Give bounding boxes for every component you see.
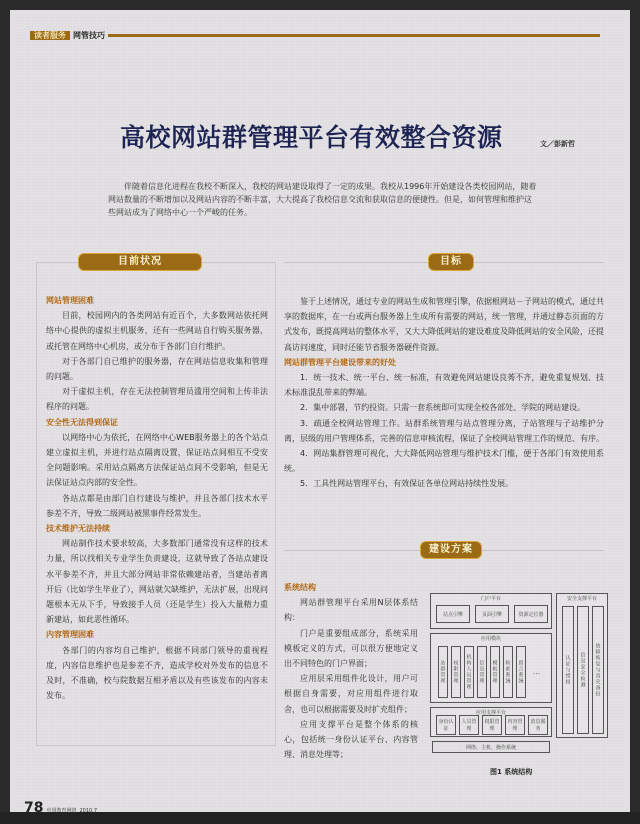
subheading: 技术维护无法持续 <box>46 524 110 534</box>
portal-item: 页面引擎 <box>475 605 509 623</box>
subheading: 网站群管理平台建设带来的好处 <box>284 357 396 367</box>
paragraph: 目前，校园网内的各类网站有近百个，大多数网站依托网络中心提供的虚拟主机服务，还有一些网站自行购买服务器，或托管在网络中心机房，或分布于各部门自行维护。 <box>46 311 268 351</box>
app-item: 留言系统 <box>516 646 526 698</box>
paragraph: 4．网站集群管理可视化，大大降低网站管理与维护技术门槛，便于各部门有效使用系统。 <box>284 449 604 474</box>
subheading: 系统结构 <box>284 583 316 592</box>
support-item: 身份认证 <box>436 715 456 735</box>
app-item: 模板管理 <box>490 646 500 698</box>
heading-goal: 目标 <box>428 253 474 271</box>
more-indicator: … <box>533 668 540 676</box>
page-number: 78 <box>24 800 44 816</box>
support-label: 应用支撑平台 <box>475 710 506 716</box>
paragraph: 1．统一技术、统一平台、统一标准，有效避免网站建设良莠不齐，避免重复规划、技术标准混乱带来的弊端。 <box>284 373 604 398</box>
paragraph: 网站制作技术要求较高，大多数部门通常没有这样的技术力量，所以找相关专业学生负责建设，这就导致了各站点建设水平参差不齐，并且大部分网站非常依赖建站者，当建站者离开后（比如学生毕业了），网站就欠缺维护，无法扩展，出现问题根本无从下手，导致接手人员（还是学生）投入大量精力重新建站，如此恶性循环。 <box>46 539 268 625</box>
subheading: 内容管理困难 <box>46 630 94 640</box>
security-item: 信息安全检测 <box>577 606 589 734</box>
paragraph: 5．工具性网站管理平台，有效保证各单位网站持续性发展。 <box>300 479 514 489</box>
paragraph: 应用支撑平台是整个体系的核心，包括统一身份认证平台、内容管理、消息处理等； <box>284 719 418 760</box>
security-label: 安全支撑平台 <box>566 596 597 602</box>
support-item: 权限管理 <box>482 715 502 735</box>
paragraph: 各站点都是由部门自行建设与维护，并且各部门技术水平参差不齐，导致二级网站被黑事件经常发生。 <box>46 493 268 518</box>
subheading: 网站管理困难 <box>46 296 94 305</box>
goal-text <box>284 294 604 492</box>
apps-label: 应用模块 <box>480 636 501 642</box>
current-status-text <box>46 293 268 703</box>
article-intro: 伴随着信息化进程在我校不断深入，我校的网站建设取得了一定的成果。我校从1996年开始建设各类校园网站，随着网站数量的不断增加以及网站内容的不断丰富，大大提高了我校信息交流和获取信息的便捷性。但是，如何管理和维护这些网站成为了网络中心一个严峻的任务。 <box>108 182 537 217</box>
magazine-name: 中国教育网络 <box>46 808 77 814</box>
figure-caption: 图1 系统结构 <box>490 768 533 776</box>
column-tag: 读者服务 <box>30 31 70 40</box>
support-item: 内容管理 <box>505 715 525 735</box>
header-rule <box>108 34 600 37</box>
portal-label: 门户平台 <box>480 596 501 602</box>
portal-platform-box <box>430 593 552 629</box>
base-layer: 网络、主机、操作系统 <box>432 741 550 753</box>
portal-item: 资源定位器 <box>514 605 548 623</box>
paragraph: 鉴于上述情况，通过专业的网站生成和管理引擎，依据根网站－子网站的模式，通过共享的数据库，在一台或两台服务器上生成所有需要的网站，统一管理，并通过静态页面的方式发布，既提高网站的整体水平，又大大降低网站的建设难度及降低网站的安全风险，还提高访问速度，同时还能节省服务器硬件资源。 <box>284 297 604 352</box>
support-item: 消息服务 <box>528 715 548 735</box>
portal-item: 站点引擎 <box>436 605 470 623</box>
security-item: 故障恢复与容灾备份 <box>592 606 604 734</box>
paragraph: 以网络中心为依托，在网络中心WEB服务器上的各个站点建立虚拟主机，并进行站点隔离设置，保证站点间相互不受安全问题影响。采用站点隔离方法保证站点间不受影响，但是无法保证站点内部的安全性。 <box>46 432 268 488</box>
paragraph: 2．集中部署，节约投资。只需一套系统即可实现全校各部处、学院的网站建设。 <box>300 403 586 413</box>
paragraph: 应用层采用组件化设计，用户可根据自身需要，对应用组件进行取舍，也可以根据需要及时扩充组件； <box>284 674 418 714</box>
heading-plan: 建设方案 <box>420 541 482 559</box>
subheading: 安全性无法得到保证 <box>46 417 118 427</box>
paragraph: 各部门的内容均自己维护，根据不同部门领导的重视程度，内容信息维护也是参差不齐，造成学校对外发布的信息不及时，不准确，校与院数据互相矛盾以及有些该发布的内容未发布。 <box>46 645 268 701</box>
apps-box <box>430 633 552 703</box>
app-item: 信息管理 <box>477 646 487 698</box>
article-author: 文／彭新哲 <box>540 140 575 148</box>
paragraph: 对于虚拟主机，存在无法控制管理员滥用空间和上传非法程序的问题。 <box>46 387 268 412</box>
app-item: 站群管理 <box>438 646 448 698</box>
support-item: 人员管理 <box>459 715 479 735</box>
paragraph: 对于各部门自已维护的服务器，存在网站信息收集和管理的问题。 <box>46 356 268 382</box>
page-footer <box>24 800 97 816</box>
app-item: 机构人员管理 <box>464 646 474 698</box>
support-layer <box>430 707 608 757</box>
security-item: 认证与授权 <box>562 606 574 734</box>
running-header <box>30 30 600 40</box>
paragraph: 3．疏通全校网站管理工作。站群系统管理与站点管理分离，子站管理与子站维护分离，层级的用户管理体系，完善的信息审核流程，保证了全校网站管理工作的规范、有序。 <box>284 418 604 443</box>
paragraph: 网站群管理平台采用N层体系结构： <box>284 598 418 623</box>
app-item: 权限管理 <box>451 646 461 698</box>
support-cells <box>430 707 552 739</box>
plan-text <box>284 580 418 762</box>
issue-date: 2010.7 <box>79 808 97 814</box>
heading-current-status: 目前状况 <box>78 253 202 271</box>
app-item: 检索系统 <box>503 646 513 698</box>
section-name: 网管技巧 <box>73 30 105 40</box>
article-title: 高校网站群管理平台有效整合资源 <box>120 123 503 152</box>
paragraph: 门户是重要组成部分，系统采用模板定义的方式，可以很方便地定义出不同特色的门户界面； <box>284 628 418 669</box>
